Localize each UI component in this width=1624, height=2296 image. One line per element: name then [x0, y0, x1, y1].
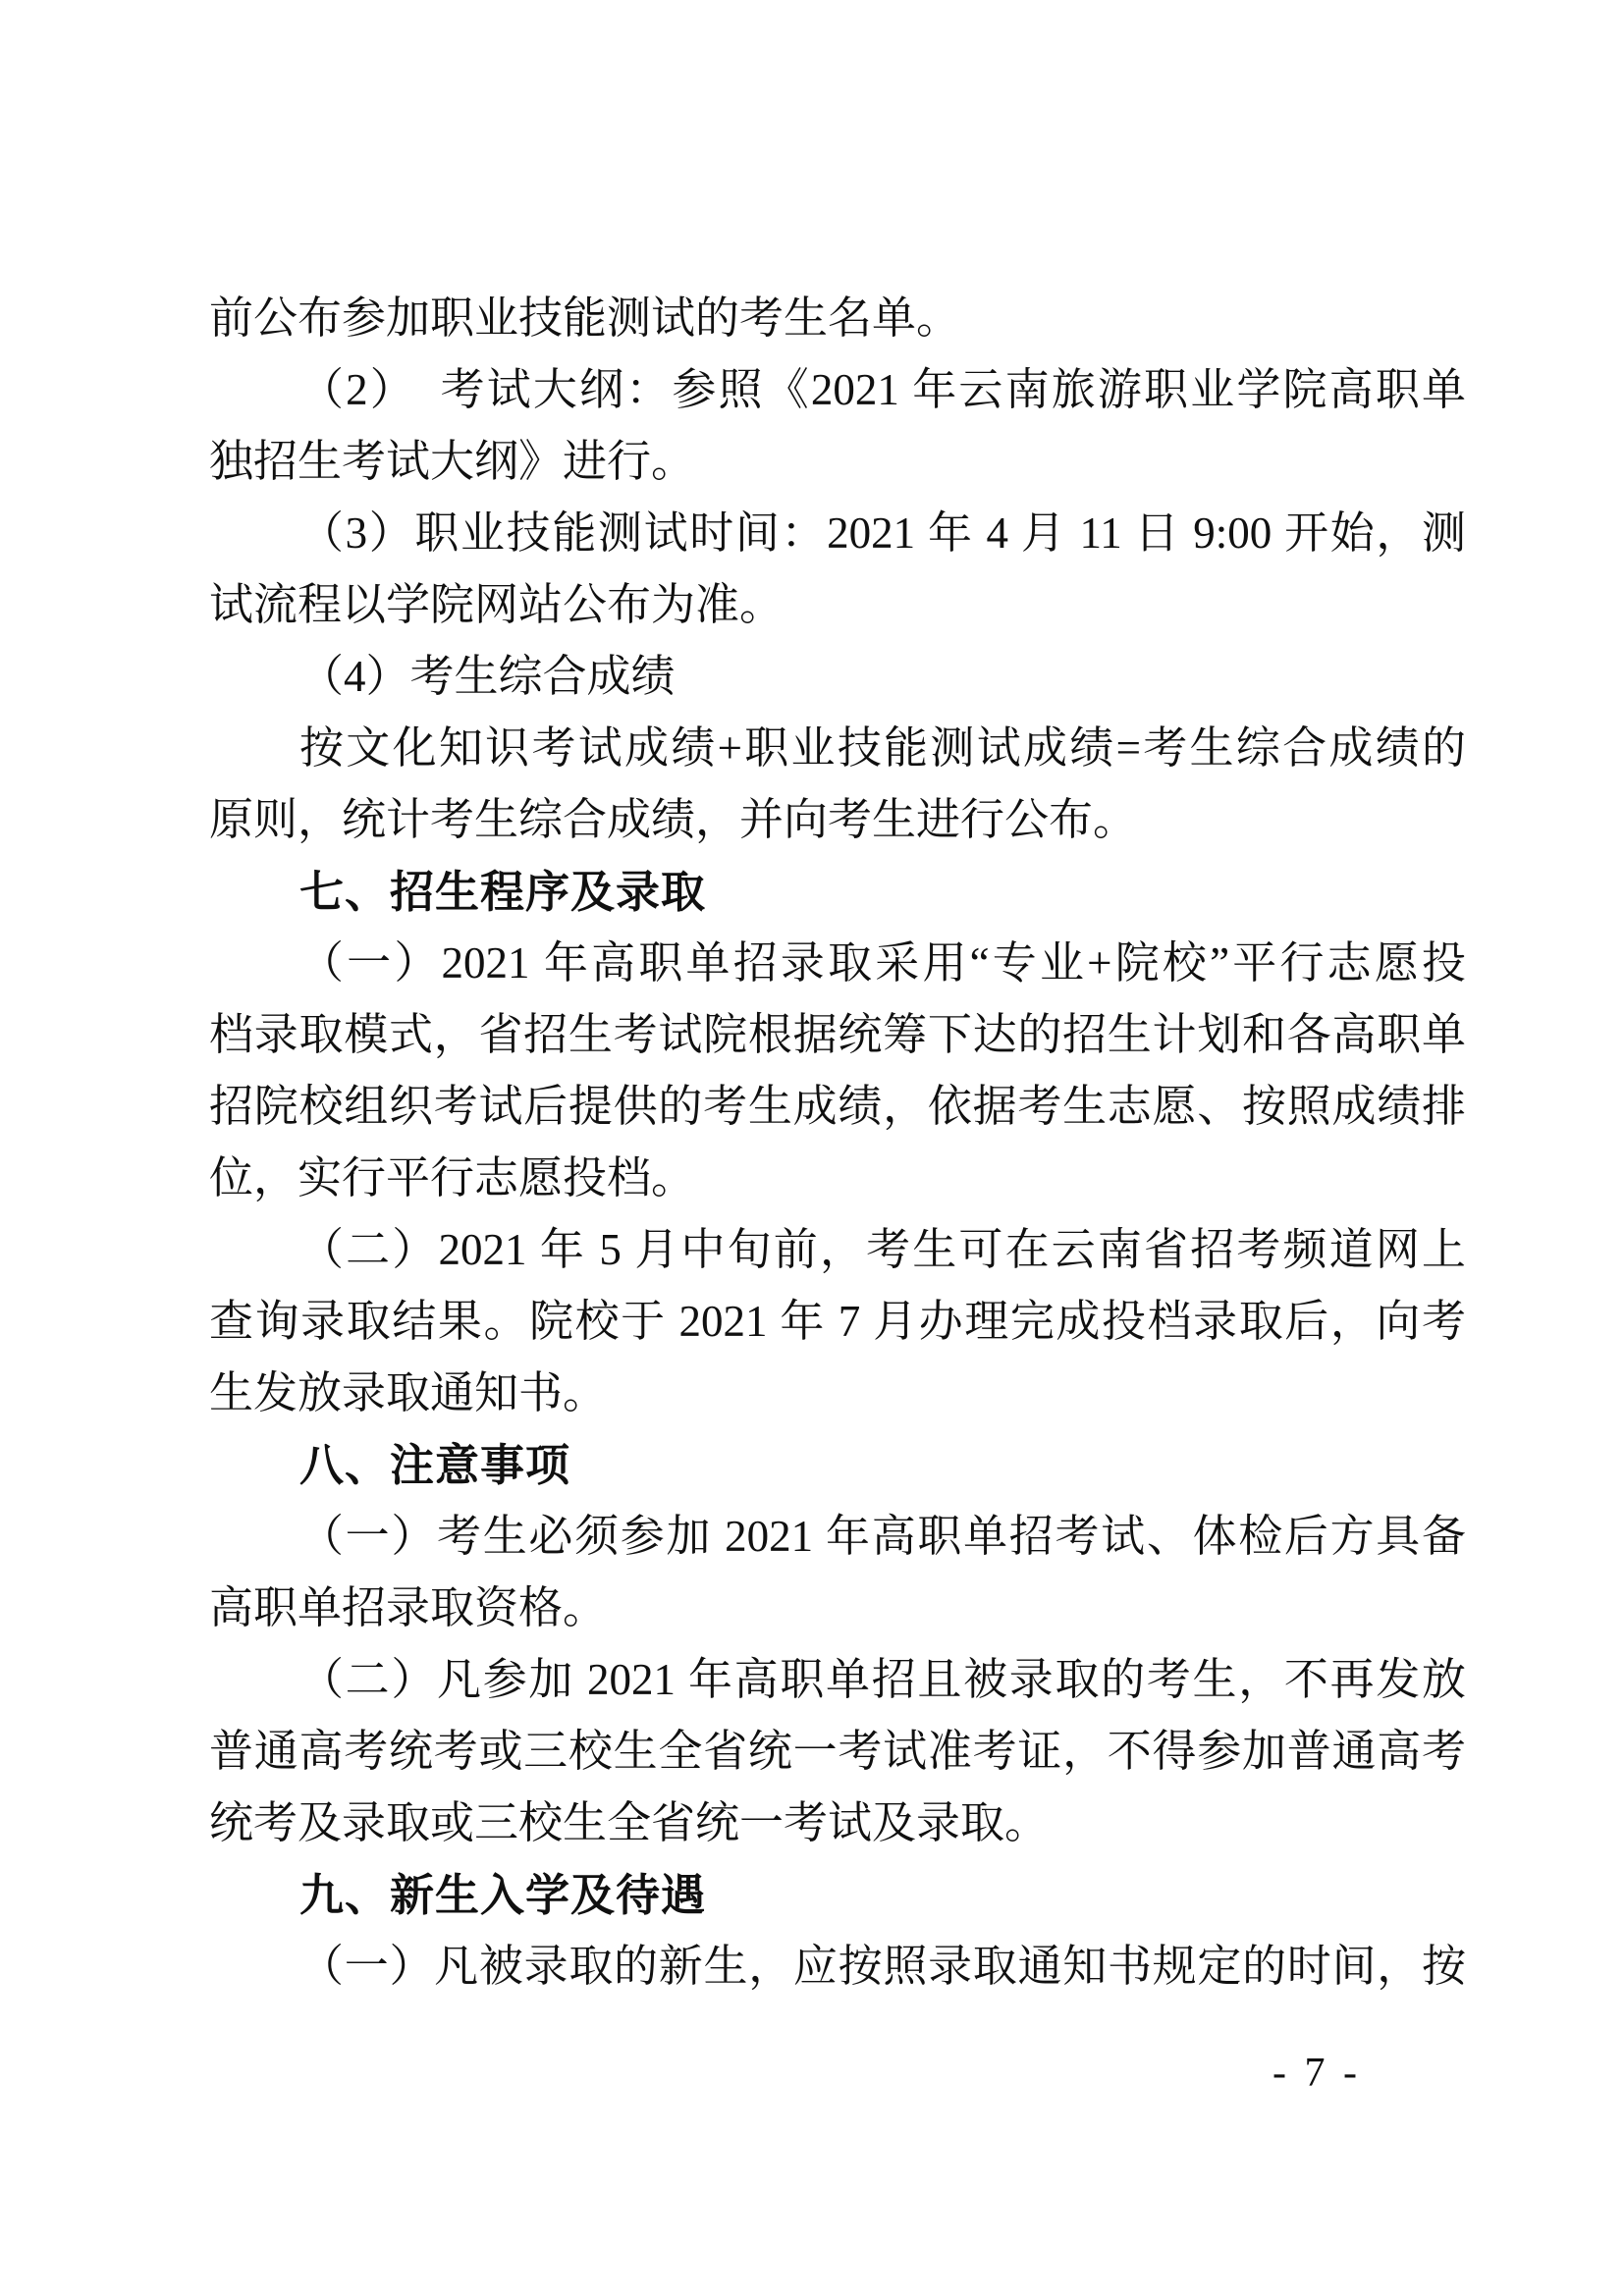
text-line: 统考及录取或三校生全省统一考试及录取。	[209, 1798, 1050, 1847]
text-line: 生发放录取通知书。	[209, 1368, 608, 1417]
text-line: （4）考生综合成绩	[299, 652, 676, 701]
text-line: （二）凡参加 2021 年高职单招且被录取的考生，不再发放	[299, 1655, 1466, 1704]
text-line: 高职单招录取资格。	[209, 1583, 608, 1632]
section-heading: 七、招生程序及录取	[299, 867, 707, 917]
text-line: （一）2021 年高职单招录取采用“专业+院校”平行志愿投	[299, 938, 1466, 988]
text-line: （二）2021 年 5 月中旬前，考生可在云南省招考频道网上	[299, 1225, 1466, 1274]
text-line: 试流程以学院网站公布为准。	[209, 580, 785, 629]
section-heading: 九、新生入学及待遇	[299, 1870, 707, 1920]
text-line: （一）考生必须参加 2021 年高职单招考试、体检后方具备	[299, 1512, 1466, 1561]
text-line: （2） 考试大纲：参照《2021 年云南旅游职业学院高职单	[299, 365, 1466, 414]
text-line: 按文化知识考试成绩+职业技能测试成绩=考生综合成绩的	[299, 723, 1466, 773]
text-line: 查询录取结果。院校于 2021 年 7 月办理完成投档录取后，向考	[209, 1297, 1466, 1346]
text-line: （一）凡被录取的新生，应按照录取通知书规定的时间，按	[299, 1942, 1466, 1991]
document-body	[209, 283, 1466, 2002]
text-line: 原则，统计考生综合成绩，并向考生进行公布。	[209, 795, 1138, 844]
text-line: 位，实行平行志愿投档。	[209, 1153, 696, 1202]
section-heading: 八、注意事项	[299, 1440, 571, 1490]
text-line: 档录取模式，省招生考试院根据统筹下达的招生计划和各高职单	[209, 1010, 1466, 1059]
text-line: 独招生考试大纲》进行。	[209, 437, 696, 486]
text-line: 前公布参加职业技能测试的考生名单。	[209, 294, 961, 343]
text-line: 普通高考统考或三校生全省统一考试准考证，不得参加普通高考	[209, 1727, 1466, 1776]
page-number: - 7 -	[1272, 2051, 1361, 2096]
text-line: 招院校组织考试后提供的考生成绩，依据考生志愿、按照成绩排	[209, 1082, 1466, 1131]
text-line: （3）职业技能测试时间：2021 年 4 月 11 日 9:00 开始，测	[299, 508, 1466, 558]
